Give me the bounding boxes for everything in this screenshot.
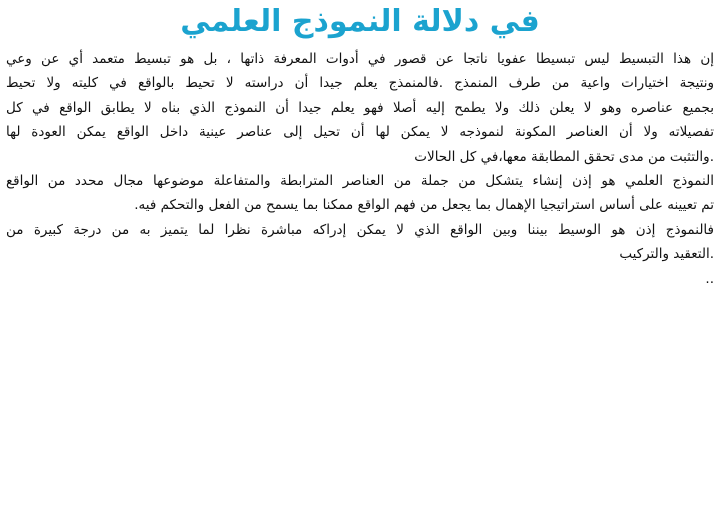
text-line: إن هذا التبسيط ليس تبسيطا عفويا ناتجا عن قصور في أدوات المعرفة ذاتها ، بل هو تبسيط متعمد أي عن وعي [6,51,714,67]
text-line: تفصيلاته ولا أن العناصر المكونة لنموذجه لا يمكن لها أن تحيل إلى عناصر عينية داخل الواقع يمكن العودة لها [6,124,714,141]
text-line: .والتثبت من مدى تحقق المطابقة معها،في كل الحالات [414,148,714,165]
document-body [6,47,714,291]
text-line: تم تعيينه على أساس استراتيجيا الإهمال بما يجعل من فهم الواقع ممكنا بما يسمح من الفعل والتحكم فيه. [134,197,714,214]
text-line: ونتيجة اختيارات واعية من طرف المنمذج .فالمنمذج يعلم جيدا أن دراسته لا تحيط بالواقع في كليته ولا تحيط [6,75,714,92]
page-title: في دلالة النموذج العلمي [180,4,540,39]
text-line: .التعقيد والتركيب [619,246,714,263]
text-line: بجميع عناصره وهو لا يعلن ذلك ولا يطمح إليه أصلا فهو يعلم جيدا أن النموذج الذي بناه لا يطابق الواقع في كل [6,99,714,116]
text-line: النموذج العلمي هو إذن إنشاء يتشكل من جملة من العناصر المترابطة والمتفاعلة موضوعها مجال محدد من الواقع [6,172,714,189]
text-line: فالنموذج إذن هو الوسيط بيننا وبين الواقع الذي لا يمكن إدراكه مباشرة نظرا لما يتميز به من درجة كبيرة من [6,221,714,238]
trailing-dots: .. [705,270,714,287]
